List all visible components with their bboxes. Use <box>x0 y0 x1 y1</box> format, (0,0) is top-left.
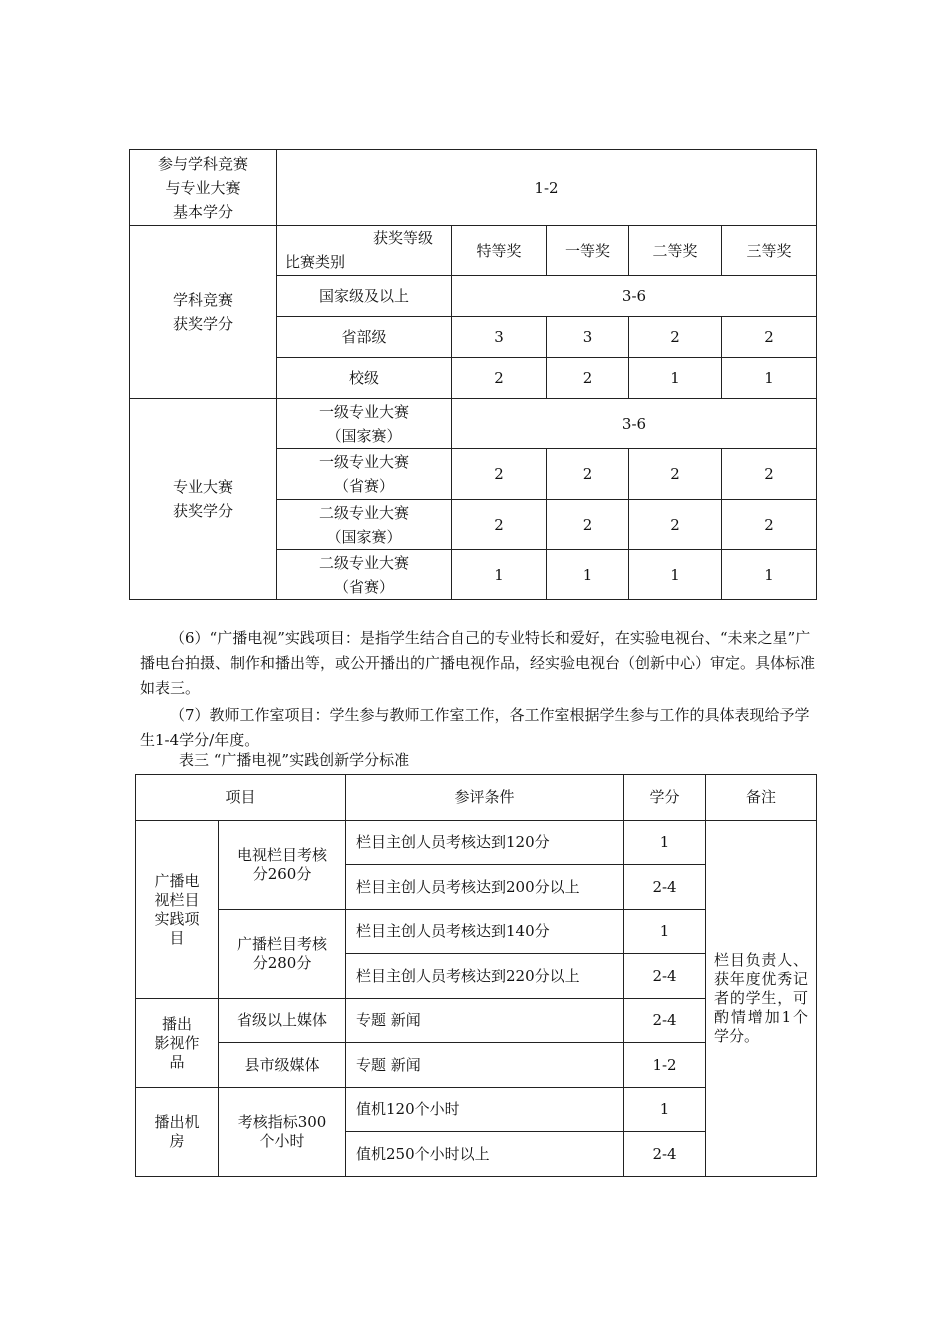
condition-cell: 栏目主创人员考核达到220分以上 <box>346 954 624 999</box>
diagonal-header-cell <box>277 226 452 276</box>
cell-value: 2 <box>722 449 817 500</box>
group-label: 播出 影视作 品 <box>136 999 219 1088</box>
broadcast-credit-table <box>135 774 817 1177</box>
cell-value: 2 <box>722 317 817 358</box>
sub-label: 县市级媒体 <box>219 1043 346 1088</box>
row-name: 省部级 <box>277 317 452 358</box>
cell-value: 2 <box>452 358 547 399</box>
header-note: 备注 <box>706 775 817 821</box>
professional-competition-label: 专业大赛 获奖学分 <box>130 399 277 600</box>
header-condition: 参评条件 <box>346 775 624 821</box>
cell-value: 1 <box>722 550 817 600</box>
cell-value: 2 <box>452 500 547 550</box>
merged-value: 3-6 <box>452 399 817 449</box>
subject-competition-label: 学科竞赛 获奖学分 <box>130 226 277 399</box>
level-header: 一等奖 <box>547 226 629 276</box>
cell-value: 2 <box>629 449 722 500</box>
sub-label: 省级以上媒体 <box>219 999 346 1043</box>
competition-type-header: 比赛类别 <box>285 253 346 271</box>
cell-value: 2 <box>722 500 817 550</box>
credit-cell: 1 <box>624 1088 706 1132</box>
credit-cell: 1-2 <box>624 1043 706 1088</box>
group-label: 播出机 房 <box>136 1088 219 1177</box>
credit-cell: 1 <box>624 821 706 865</box>
condition-cell: 栏目主创人员考核达到200分以上 <box>346 865 624 910</box>
credit-cell: 2-4 <box>624 999 706 1043</box>
level-header: 二等奖 <box>629 226 722 276</box>
base-credit-label: 参与学科竞赛 与专业大赛 基本学分 <box>130 150 277 226</box>
credit-cell: 2-4 <box>624 1132 706 1177</box>
cell-value: 2 <box>547 449 629 500</box>
group-label: 广播电 视栏目 实践项 目 <box>136 821 219 999</box>
condition-cell: 栏目主创人员考核达到120分 <box>346 821 624 865</box>
header-credit: 学分 <box>624 775 706 821</box>
paragraph-7: （7）教师工作室项目：学生参与教师工作室工作，各工作室根据学生参与工作的具体表现给予学生1-4学分/年度。 <box>140 706 810 749</box>
cell-value: 2 <box>547 500 629 550</box>
sub-label: 考核指标300 个小时 <box>219 1088 346 1177</box>
cell-value: 1 <box>629 550 722 600</box>
level-header: 特等奖 <box>452 226 547 276</box>
sub-label: 电视栏目考核 分260分 <box>219 821 346 910</box>
cell-value: 2 <box>629 317 722 358</box>
sub-label: 广播栏目考核 分280分 <box>219 910 346 999</box>
header-project: 项目 <box>136 775 346 821</box>
note-cell: 栏目负责人、获年度优秀记者的学生，可酌情增加1个学分。 <box>706 821 817 1177</box>
condition-cell: 值机250个小时以上 <box>346 1132 624 1177</box>
cell-value: 1 <box>629 358 722 399</box>
condition-cell: 栏目主创人员考核达到140分 <box>346 910 624 954</box>
competition-credit-table <box>129 149 817 600</box>
cell-value: 3 <box>452 317 547 358</box>
credit-cell: 2-4 <box>624 865 706 910</box>
base-credit-value: 1-2 <box>277 150 817 226</box>
condition-cell: 专题 新闻 <box>346 999 624 1043</box>
cell-value: 1 <box>547 550 629 600</box>
row-name: 一级专业大赛 （国家赛） <box>277 399 452 449</box>
award-level-header: 获奖等级 <box>372 229 433 247</box>
table3-caption: 表三 “广播电视”实践创新学分标准 <box>179 751 410 769</box>
row-name: 校级 <box>277 358 452 399</box>
row-name: 一级专业大赛 （省赛） <box>277 449 452 500</box>
cell-value: 3 <box>547 317 629 358</box>
level-header: 三等奖 <box>722 226 817 276</box>
paragraph-6: （6）“广播电视”实践项目：是指学生结合自己的专业特长和爱好，在实验电视台、“未来之星”广播电台拍摄、制作和播出等，或公开播出的广播电视作品，经实验电视台（创新中心）审定。具体标准如表三。 <box>140 629 816 697</box>
condition-cell: 值机120个小时 <box>346 1088 624 1132</box>
cell-value: 1 <box>452 550 547 600</box>
row-name: 国家级及以上 <box>277 276 452 317</box>
cell-value: 2 <box>629 500 722 550</box>
condition-cell: 专题 新闻 <box>346 1043 624 1088</box>
cell-value: 2 <box>547 358 629 399</box>
cell-value: 1 <box>722 358 817 399</box>
cell-value: 2 <box>452 449 547 500</box>
credit-cell: 1 <box>624 910 706 954</box>
credit-cell: 2-4 <box>624 954 706 999</box>
row-name: 二级专业大赛 （国家赛） <box>277 500 452 550</box>
row-name: 二级专业大赛 （省赛） <box>277 550 452 600</box>
merged-value: 3-6 <box>452 276 817 317</box>
